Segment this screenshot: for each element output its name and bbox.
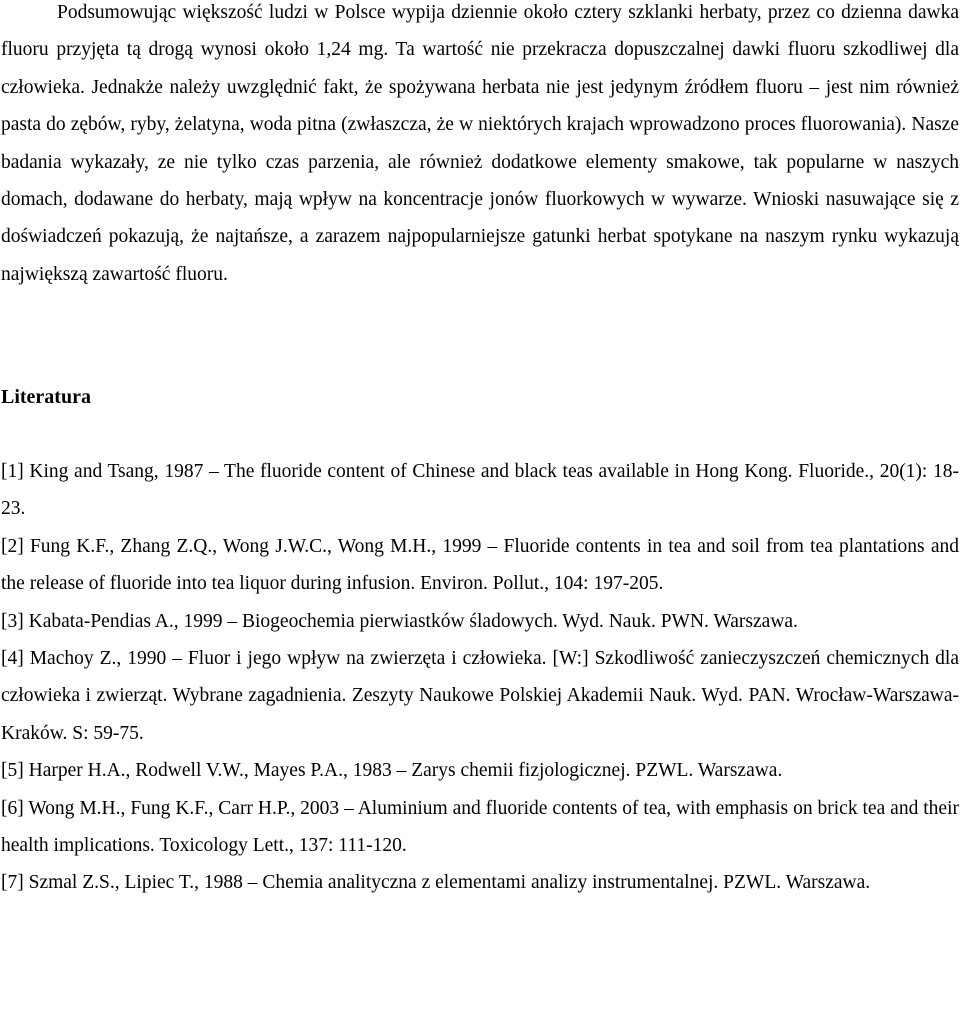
reference-item: [2] Fung K.F., Zhang Z.Q., Wong J.W.C., Wong M.H., 1999 – Fluoride contents in tea and soil from tea plantations and the release of fluoride into tea liquor during infusion. Environ. Pollut., 104: 197-205.	[1, 535, 959, 595]
reference-item: [7] Szmal Z.S., Lipiec T., 1988 – Chemia analityczna z elementami analizy instrumentalnej. PZWL. Warszawa.	[1, 872, 871, 894]
conclusion-paragraph: Podsumowując większość ludzi w Polsce wypija dziennie około cztery szklanki herbaty, przez co dzienna dawka fluoru przyjęta tą drogą wynosi około 1,24 mg. Ta wartość nie przekracza dopuszczalnej dawki fluoru szkodliwej dla człowieka. Jednakże należy uwzględnić fakt, że spożywana herbata nie jest jedynym źródłem fluoru – jest nim również pasta do zębów, ryby, żelatyna, woda pitna (zwłaszcza, że w niektórych krajach wprowadzono proces fluorowania). Nasze badania wykazały, ze nie tylko czas parzenia, ale również dodatkowe elementy smakowe, tak popularne w naszych domach, dodawane do herbaty, mają wpływ na koncentracje jonów fluorkowych w wywarze. Wnioski nasuwające się z doświadczeń pokazują, że najtańsze, a zarazem najpopularniejsze gatunki herbat spotykane na naszym rynku wykazują największą zawartość fluoru.	[1, 2, 959, 285]
reference-item: [5] Harper H.A., Rodwell V.W., Mayes P.A., 1983 – Zarys chemii fizjologicznej. PZWL. Warszawa.	[1, 760, 783, 782]
references-list	[1, 453, 959, 902]
references-heading: Literatura	[1, 386, 91, 408]
reference-item: [1] King and Tsang, 1987 – The fluoride content of Chinese and black teas available in Hong Kong. Fluoride., 20(1): 18-23.	[1, 461, 959, 520]
reference-item: [3] Kabata-Pendias A., 1999 – Biogeochemia pierwiastków śladowych. Wyd. Nauk. PWN. Warszawa.	[1, 610, 798, 632]
reference-item: [6] Wong M.H., Fung K.F., Carr H.P., 2003 – Aluminium and fluoride contents of tea, with emphasis on brick tea and their health implications. Toxicology Lett., 137: 111-120.	[1, 797, 959, 857]
reference-item: [4] Machoy Z., 1990 – Fluor i jego wpływ na zwierzęta i człowieka. [W:] Szkodliwość zanieczyszczeń chemicznych dla człowieka i zwierząt. Wybrane zagadnienia. Zeszyty Naukowe Polskiej Akademii Nauk. Wyd. PAN. Wrocław-Warszawa-Kraków. S: 59-75.	[1, 648, 959, 744]
